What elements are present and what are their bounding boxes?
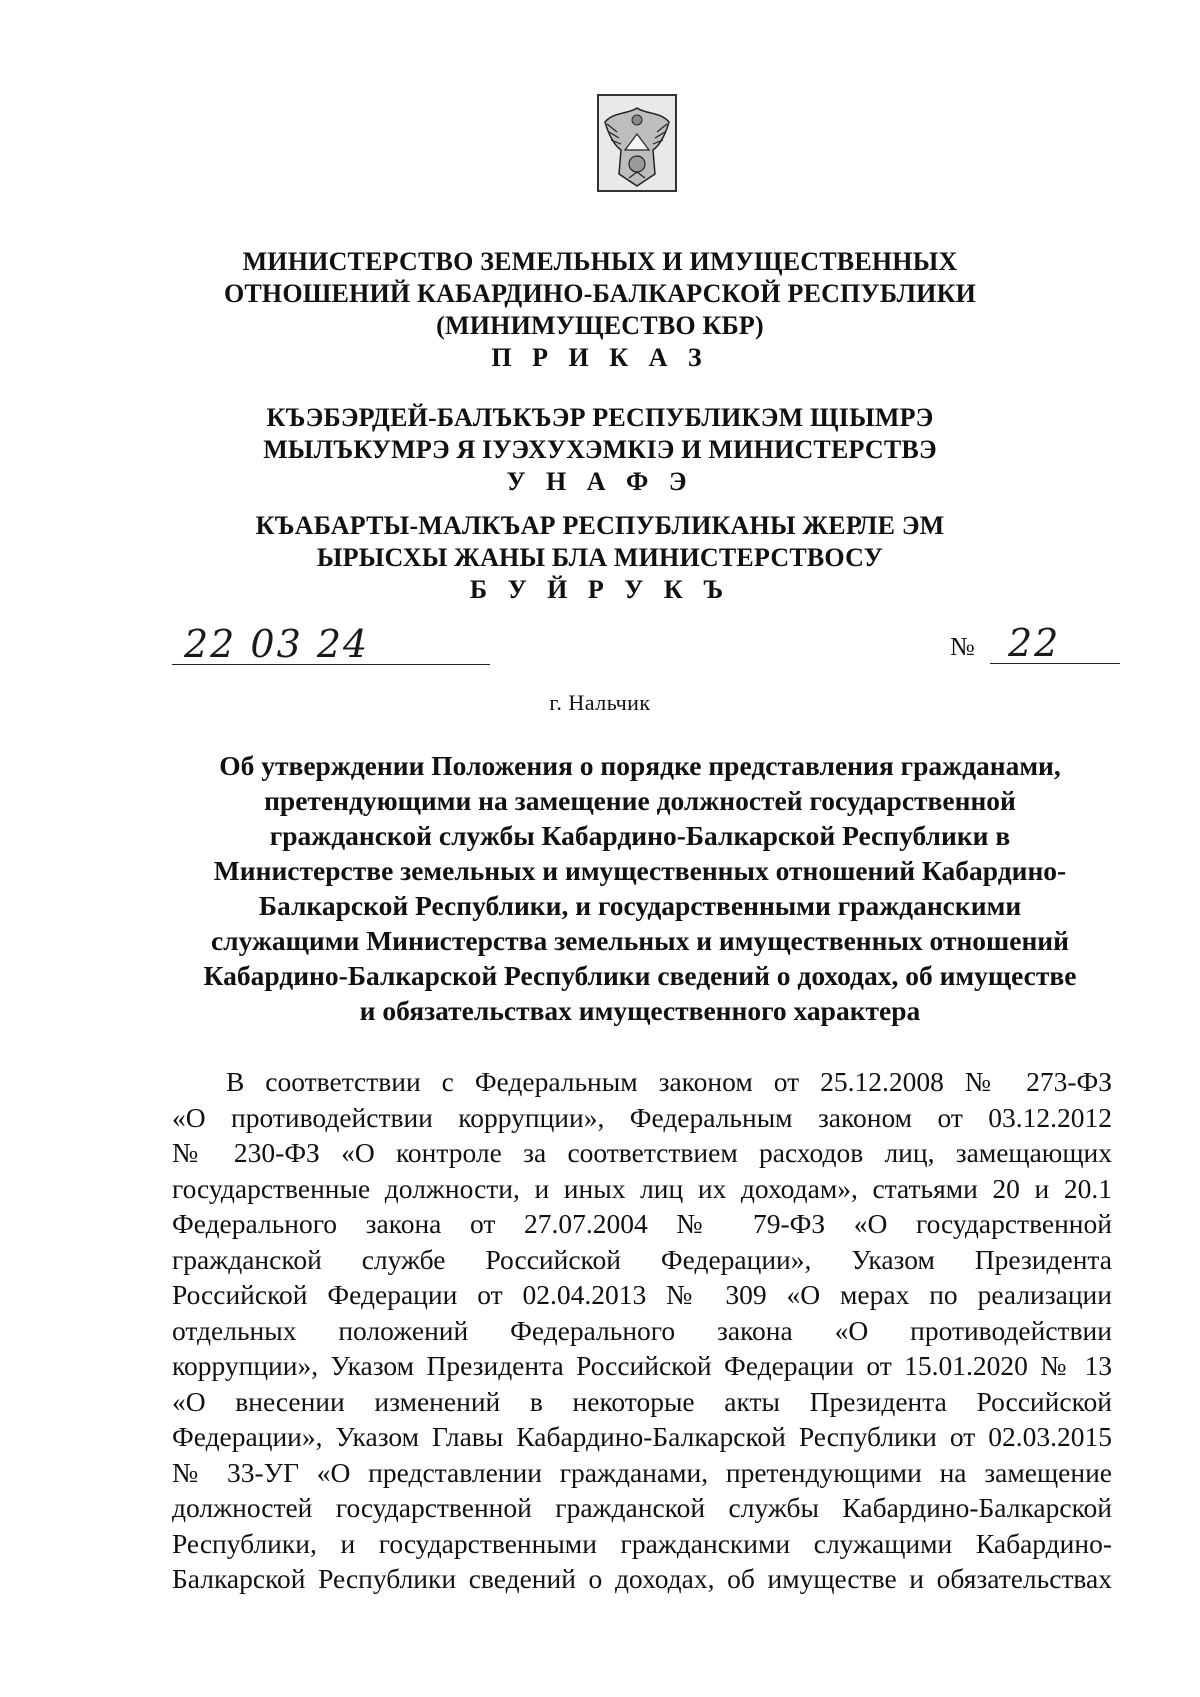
body-line: государственные должности, и иных лиц их доходам», статьями 20 и 20.1 — [172, 1172, 1112, 1204]
subject-line: Об утверждении Положения о порядке представления гражданами, — [219, 750, 1061, 781]
body-line: Балкарской Республики сведений о доходах, об имуществе и обязательствах — [172, 1563, 1112, 1594]
heading-line: КЪАБАРТЫ-МАЛКЪАР РЕСПУБЛИКАНЫ ЖЕРЛЕ ЭМ — [255, 511, 945, 540]
order-number-field — [950, 622, 1120, 664]
ministry-heading-kabardian — [200, 402, 1000, 498]
heading-line: МИНИСТЕРСТВО ЗЕМЕЛЬНЫХ И ИМУЩЕСТВЕННЫХ — [242, 247, 958, 276]
subject-line: и обязательствах имущественного характера — [359, 995, 921, 1026]
subject-line: служащими Министерства земельных и имущественных отношений — [210, 925, 1070, 956]
body-line: Республики, и государственными гражданскими служащими Кабардино- — [172, 1527, 1112, 1559]
order-date-field — [172, 622, 490, 665]
ministry-heading-balkar — [200, 510, 1000, 606]
body-line: В соответствии с Федеральным законом от 25.12.2008 № 273-ФЗ — [226, 1066, 1112, 1097]
order-date-handwritten: 22 03 24 — [184, 622, 370, 666]
order-body-paragraph — [172, 1064, 1112, 1597]
subject-line: Балкарской Республики, и государственными гражданскими — [258, 890, 1022, 921]
subject-line: претендующими на замещение должностей государственной — [264, 785, 1016, 816]
body-line: «О внесении изменений в некоторые акты Президента Российской — [172, 1385, 1112, 1417]
body-line: коррупции», Указом Президента Российской Федерации от 15.01.2020 № 13 — [172, 1350, 1112, 1381]
document-type-russian: П Р И К А З — [491, 343, 709, 372]
number-sign: № — [950, 632, 975, 661]
body-line: № 33-УГ «О представлении гражданами, претендующими на замещение — [172, 1456, 1112, 1488]
heading-line: ЫРЫСХЫ ЖАНЫ БЛА МИНИСТЕРСТВОСУ — [316, 543, 884, 572]
coat-of-arms-emblem — [595, 92, 679, 194]
document-type-kabardian: У Н А Ф Э — [506, 467, 694, 496]
heading-line: КЪЭБЭРДЕЙ-БАЛЪКЪЭР РЕСПУБЛИКЭМ ЩIЫМРЭ — [266, 403, 934, 432]
body-line: «О противодействии коррупции», Федеральным законом от 03.12.2012 — [172, 1101, 1112, 1133]
body-line: Федерального закона от 27.07.2004 № 79-ФЗ «О государственной — [172, 1208, 1112, 1239]
order-subject-title — [180, 748, 1100, 1028]
city-name: г. Нальчик — [549, 690, 651, 715]
body-line: № 230-ФЗ «О контроле за соответствием расходов лиц, замещающих — [172, 1137, 1112, 1168]
body-line: должностей государственной гражданской службы Кабардино-Балкарской — [172, 1492, 1112, 1523]
body-line: отдельных положений Федерального закона «О противодействии — [172, 1314, 1112, 1346]
ministry-heading-russian — [200, 246, 1000, 374]
body-line: Российской Федерации от 02.04.2013 № 309 «О мерах по реализации — [172, 1279, 1112, 1310]
body-line: Федерации», Указом Главы Кабардино-Балкарской Республики от 02.03.2015 — [172, 1421, 1112, 1452]
heading-line: ОТНОШЕНИЙ КАБАРДИНО-БАЛКАРСКОЙ РЕСПУБЛИКИ — [223, 279, 977, 308]
subject-line: Кабардино-Балкарской Республики сведений о доходах, об имуществе — [203, 960, 1077, 991]
subject-line: гражданской службы Кабардино-Балкарской Республики в — [269, 820, 1011, 851]
subject-line: Министерстве земельных и имущественных отношений Кабардино- — [213, 855, 1067, 886]
heading-line: (МИНИМУЩЕСТВО КБР) — [436, 311, 764, 340]
body-line: гражданской службе Российской Федерации», Указом Президента — [172, 1243, 1112, 1275]
order-number-line — [990, 621, 1120, 664]
heading-line: МЫЛЪКУМРЭ Я IУЭХУХЭМКIЭ И МИНИСТЕРСТВЭ — [263, 435, 937, 464]
document-type-balkar: Б У Й Р У К Ъ — [469, 575, 731, 604]
order-number-handwritten: 22 — [1008, 621, 1061, 665]
